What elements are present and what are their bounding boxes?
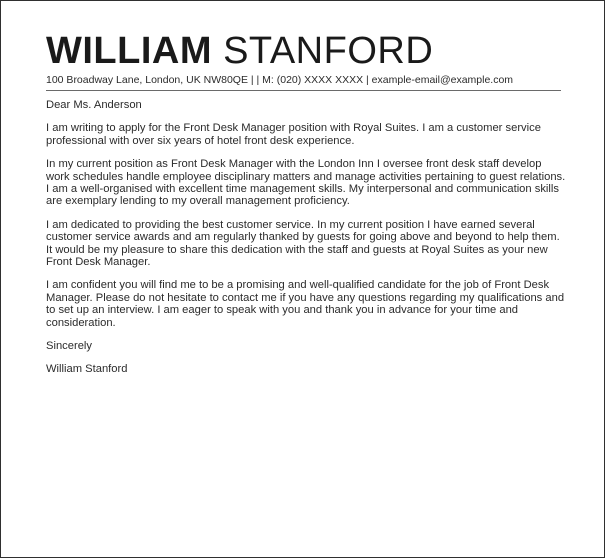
- header-divider: [46, 90, 561, 91]
- contact-line: 100 Broadway Lane, London, UK NW80QE | | M: (020) XXXX XXXX | example-email@example.com: [46, 74, 514, 86]
- cover-letter: [46, 31, 566, 375]
- last-name: STANFORD: [223, 30, 434, 72]
- body-paragraph-4: I am confident you will find me to be a promising and well-qualified candidate for the job of Front Desk Manager. Please do not hesitate to contact me if you have any questions regarding my qualifications and to set up an interview. I am eager to speak with you and thank you in advance for your time and consideration.: [46, 279, 565, 329]
- letter-body: [46, 99, 566, 375]
- first-name: WILLIAM: [46, 30, 213, 72]
- salutation: Dear Ms. Anderson: [46, 99, 142, 111]
- signature-name: William Stanford: [46, 362, 128, 375]
- body-paragraph-2: In my current position as Front Desk Manager with the London Inn I oversee front desk staff develop work schedules handle employee disciplinary matters and manage activities pertaining to guest relations. I am a well-organised with excellent time management skills. My interpersonal and communication skills are exemplary lending to my overall management proficiency.: [46, 158, 566, 208]
- applicant-name: [46, 31, 566, 71]
- body-paragraph-3: I am dedicated to providing the best customer service. In my current position I have earned several customer service awards and am regularly thanked by guests for going above and beyond to help them. It would be my pleasure to share this dedication with the staff and guests at Royal Suites as your new Front Desk Manager.: [46, 218, 560, 269]
- body-paragraph-1: I am writing to apply for the Front Desk Manager position with Royal Suites. I am a customer service professional with over six years of hotel front desk experience.: [46, 122, 541, 147]
- closing: Sincerely: [46, 340, 93, 353]
